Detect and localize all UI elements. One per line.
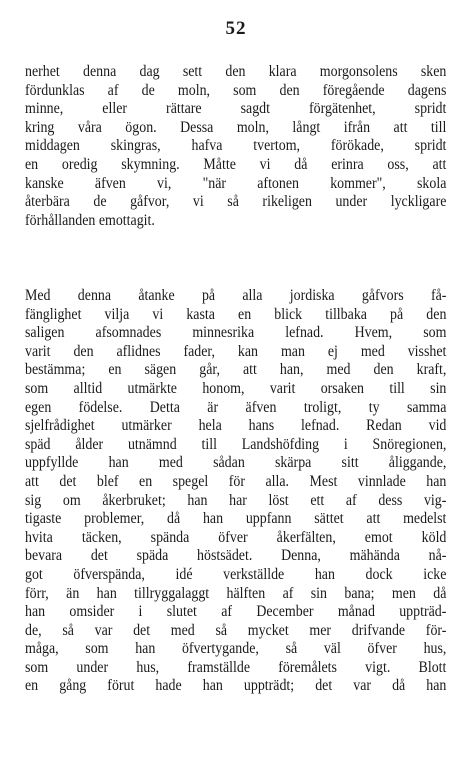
text-line: en oredig skymning. Måtte vi då erinra oss, att [25,154,447,173]
text-line: han omsider i slutet af December månad uppträd- [25,602,447,621]
paragraph-2 [25,286,446,695]
text-line: en gång förut hade han uppträdt; det var då han [25,676,447,695]
text-line: kanske äfven vi, "när aftonen kommer", skola [25,173,447,192]
text-line: sjelfrådighet utmärker hela hans lefnad. Redan vid [25,416,447,435]
text-line: tigaste problemer, då han uppfann sättet att medelst [25,509,447,528]
text-line: späd ålder utnämnd till Landshöfding i Snöregionen, [25,434,447,453]
text-line: minne, eller rättare sagdt förgätenhet, spridt [25,99,447,118]
text-line: saligen afsomnades minnesrika lefnad. Hvem, som [25,323,447,342]
text-line: förhållanden emottagit. [25,210,155,229]
text-line: egen födelse. Detta är äfven troligt, ty samma [25,397,447,416]
text-line: bestämma; en sägen går, att han, med den kraft, [25,360,447,379]
text-line: som alltid utmärkte honom, varit orsaken till sin [25,378,447,397]
text-line: nerhet denna dag sett den klara morgonsolens sken [25,62,447,80]
text-line: bevara det späda höstsädet. Denna, mähända nå- [25,546,447,565]
text-line: fördunklas af de moln, som den föregående dagens [25,80,447,99]
text-line: återbära de gåfvor, vi så rikeligen under lyckligare [25,192,447,211]
text-line: som under hus, framställde föremålets vigt. Blott [25,657,447,676]
text-line: sig om åkerbruket; han har löst ett af dess vig- [25,490,447,509]
paragraph-1 [25,62,446,229]
text-line: uppfyllde han med sådan skärpa sitt åliggande, [25,453,447,472]
text-line: middagen skingras, hafva tvertom, förökade, spridt [25,136,447,155]
page-number: 52 [225,18,247,39]
text-line: kring våra ögon. Dessa moln, långt ifrån att till [25,117,447,136]
text-line: att det blef en spegel för alla. Mest vinnlade han [25,471,447,490]
text-line: got öfverspända, idé verkställde han dock icke [25,564,447,583]
text-line: fänglighet vilja vi kasta en blick tillbaka på den [25,304,447,323]
text-line: förr, än han tillryggalaggt hälften af sin bana; men då [25,583,447,602]
text-line: de, så var det med så mycket mer drifvande för- [25,620,447,639]
text-line: Med denna åtanke på alla jordiska gåfvors få- [25,286,447,304]
text-line: hvita täcken, spända öfver åkerfälten, emot köld [25,527,447,546]
text-line: måga, som han öfvertygande, så väl öfver hus, [25,639,447,658]
text-line: varit den aflidnes fader, kan man ej med visshet [25,341,447,360]
